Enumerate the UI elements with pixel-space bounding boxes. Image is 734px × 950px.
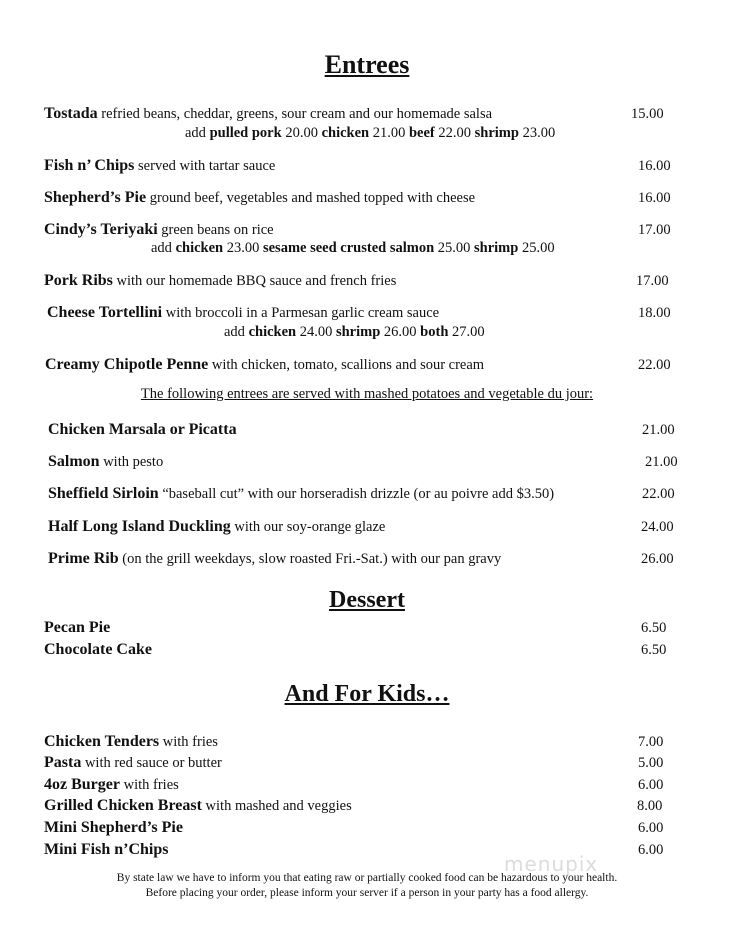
- item-price: 24.00: [641, 519, 674, 535]
- item-name: Tostada refried beans, cheddar, greens, sour cream and our homemade salsa: [44, 105, 493, 122]
- item-name: 4oz Burger with fries: [44, 776, 179, 793]
- item-price: 6.00: [638, 777, 664, 793]
- footer-line-1: By state law we have to inform you that eating raw or partially cooked food can be hazardous to your health.: [116, 872, 618, 884]
- entrees-title: Entrees: [324, 50, 410, 79]
- item-name: Sheffield Sirloin “baseball cut” with our horseradish drizzle (or au poivre add $3.50): [48, 485, 555, 502]
- item-name: Cheese Tortellini with broccoli in a Parmesan garlic cream sauce: [47, 304, 440, 321]
- item-price: 16.00: [638, 158, 671, 174]
- item-name: Chocolate Cake: [44, 641, 152, 658]
- item-description: served with tartar sauce: [134, 158, 276, 174]
- item-description: with chicken, tomato, scallions and sour cream: [208, 357, 485, 373]
- item-name: Chicken Marsala or Picatta: [48, 421, 237, 438]
- item-name: Cindy’s Teriyaki green beans on rice: [44, 221, 274, 238]
- item-description: refried beans, cheddar, greens, sour cream and our homemade salsa: [97, 106, 493, 122]
- item-description: with broccoli in a Parmesan garlic cream sauce: [162, 305, 440, 321]
- item-description: with fries: [159, 734, 218, 750]
- item-price: 7.00: [638, 734, 664, 750]
- item-price: 21.00: [642, 422, 675, 438]
- item-price: 22.00: [638, 357, 671, 373]
- item-name: Half Long Island Duckling with our soy-orange glaze: [48, 518, 386, 535]
- item-description: green beans on rice: [157, 222, 274, 238]
- item-price: 16.00: [638, 190, 671, 206]
- item-name: Mini Fish n’Chips: [44, 841, 169, 858]
- kids-title: And For Kids…: [284, 681, 450, 707]
- item-name: Salmon with pesto: [48, 453, 164, 470]
- item-addons: add pulled pork 20.00 chicken 21.00 beef 22.00 shrimp 23.00: [185, 125, 556, 141]
- item-price: 18.00: [638, 305, 671, 321]
- item-price: 17.00: [636, 273, 669, 289]
- item-price: 8.00: [637, 798, 663, 814]
- item-price: 17.00: [638, 222, 671, 238]
- item-addons: add chicken 23.00 sesame seed crusted salmon 25.00 shrimp 25.00: [151, 240, 555, 256]
- footer-line-2: Before placing your order, please inform your server if a person in your party has a food allergy.: [145, 887, 589, 899]
- item-name: Pork Ribs with our homemade BBQ sauce and french fries: [44, 272, 397, 289]
- dessert-title: Dessert: [329, 587, 405, 613]
- item-description: “baseball cut” with our horseradish drizzle (or au poivre add $3.50): [158, 486, 555, 502]
- item-description: (on the grill weekdays, slow roasted Fri.-Sat.) with our pan gravy: [118, 551, 502, 567]
- item-name: Shepherd’s Pie ground beef, vegetables and mashed topped with cheese: [44, 189, 476, 206]
- item-name: Chicken Tenders with fries: [44, 733, 218, 750]
- item-name: Pasta with red sauce or butter: [44, 754, 222, 771]
- item-description: with pesto: [99, 454, 164, 470]
- item-name: Creamy Chipotle Penne with chicken, tomato, scallions and sour cream: [45, 356, 485, 373]
- item-description: ground beef, vegetables and mashed topped with cheese: [146, 190, 476, 206]
- item-price: 6.00: [638, 842, 664, 858]
- item-price: 22.00: [642, 486, 675, 502]
- item-price: 6.50: [641, 642, 667, 658]
- item-name: Mini Shepherd’s Pie: [44, 819, 183, 836]
- item-description: with our homemade BBQ sauce and french fries: [112, 273, 397, 289]
- item-description: with red sauce or butter: [81, 755, 222, 771]
- item-name: Grilled Chicken Breast with mashed and veggies: [44, 797, 352, 814]
- item-description: with mashed and veggies: [201, 798, 352, 814]
- watermark: menupix: [504, 852, 599, 876]
- item-price: 21.00: [645, 454, 678, 470]
- item-addons: add chicken 24.00 shrimp 26.00 both 27.00: [224, 324, 485, 340]
- item-price: 26.00: [641, 551, 674, 567]
- item-price: 6.50: [641, 620, 667, 636]
- item-description: with fries: [119, 777, 179, 793]
- item-price: 6.00: [638, 820, 664, 836]
- item-description: with our soy-orange glaze: [230, 519, 386, 535]
- item-name: Pecan Pie: [44, 619, 111, 636]
- item-price: 15.00: [631, 106, 664, 122]
- item-price: 5.00: [638, 755, 664, 771]
- item-name: Prime Rib (on the grill weekdays, slow roasted Fri.-Sat.) with our pan gravy: [48, 550, 502, 567]
- item-name: Fish n’ Chips served with tartar sauce: [44, 157, 276, 174]
- entrees-note: The following entrees are served with mashed potatoes and vegetable du jour:: [140, 386, 594, 402]
